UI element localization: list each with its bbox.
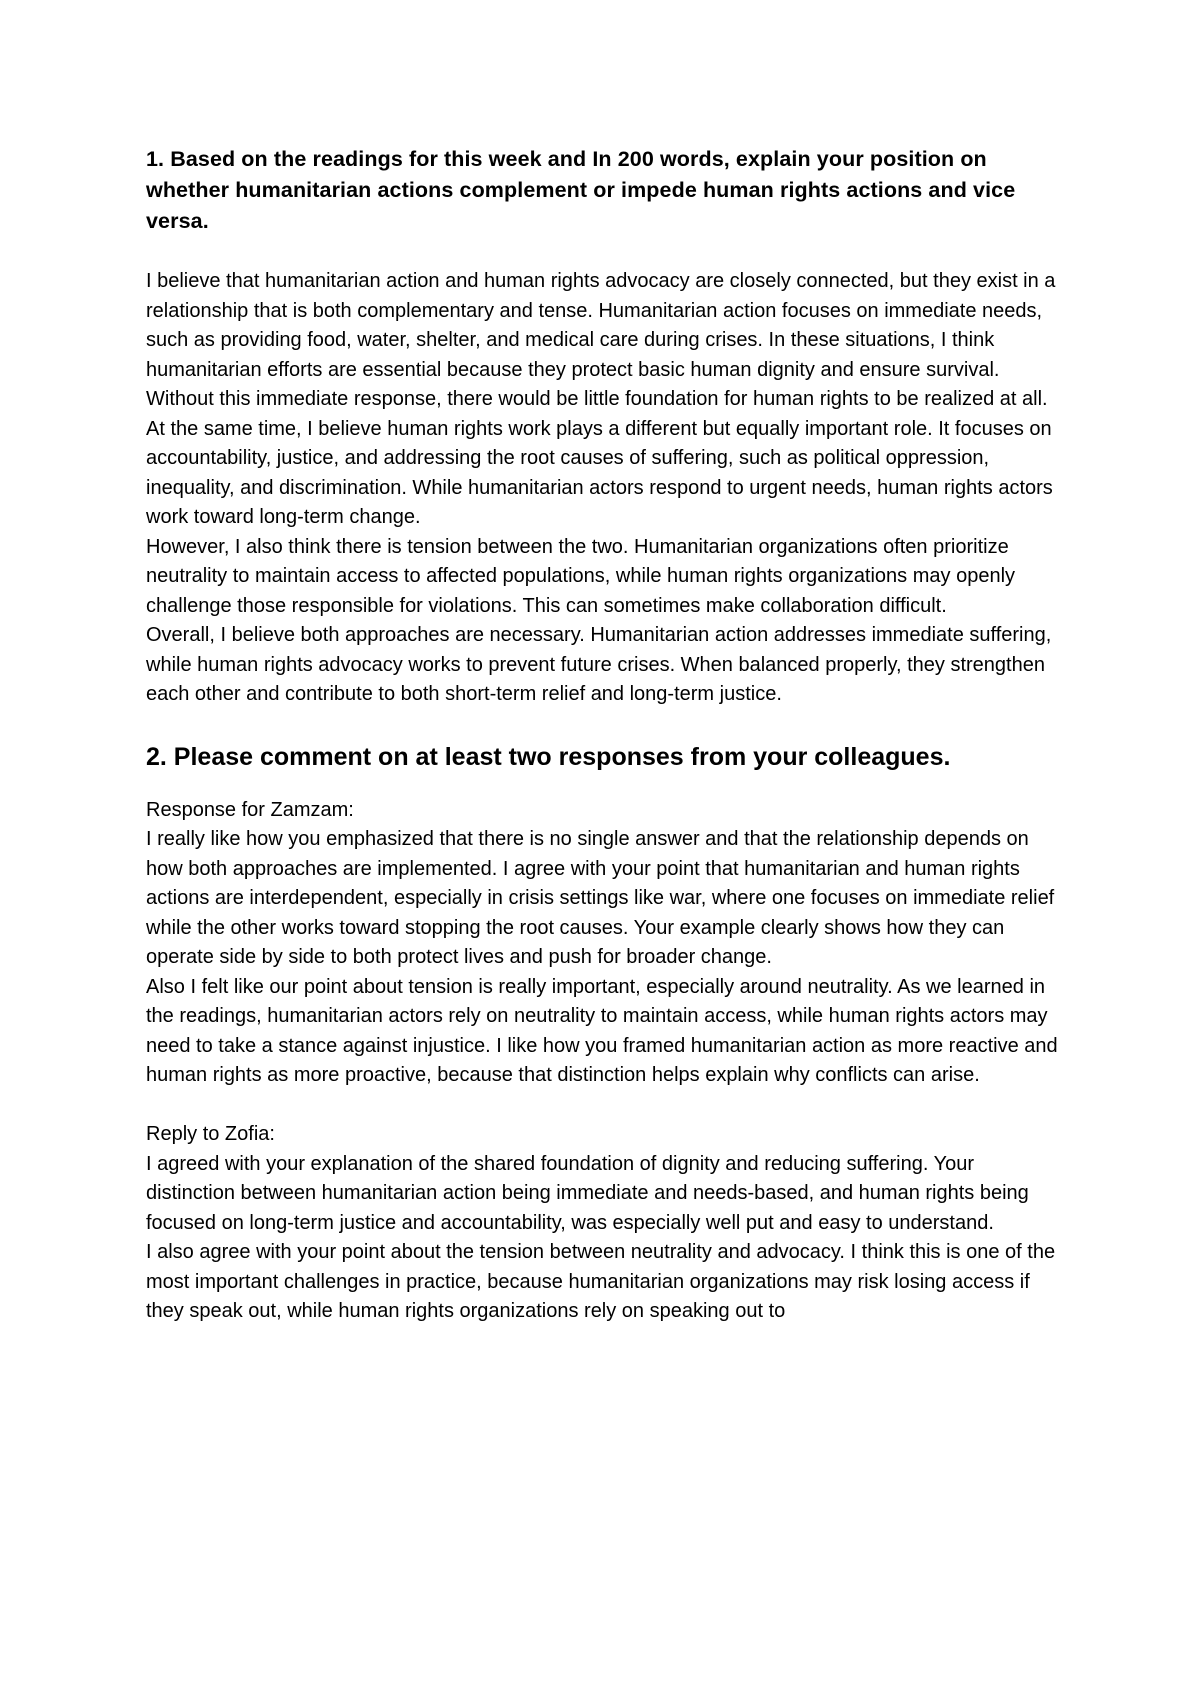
- answer-paragraph: At the same time, I believe human rights work plays a different but equally important role. It focuses on accountability, justice, and addressing the root causes of suffering, such as political oppression, inequality, and discrimination. While humanitarian actors respond to urgent needs, human rights actors work toward long-term change.: [146, 417, 1053, 528]
- response-paragraph: Also I felt like our point about tension is really important, especially around neutrality. As we learned in the readings, humanitarian actors rely on neutrality to maintain access, while human rights actors may need to take a stance against injustice. I like how you framed humanitarian action as more reactive and human rights as more proactive, because that distinction helps explain why conflicts can arise.: [146, 975, 1058, 1086]
- colleague-responses: [146, 796, 1066, 1327]
- response-label: Reply to Zofia:: [146, 1123, 275, 1145]
- response-zamzam: [146, 796, 1066, 1091]
- answer-paragraph: Overall, I believe both approaches are necessary. Humanitarian action addresses immediate suffering, while human rights advocacy works to prevent future crises. When balanced properly, they strengthen each other and contribute to both short-term relief and long-term justice.: [146, 624, 1052, 705]
- response-paragraph: I agreed with your explanation of the shared foundation of dignity and reducing suffering. Your distinction between humanitarian action being immediate and needs-based, and human rights being focused on long-term justice and accountability, was especially well put and easy to understand.: [146, 1152, 1029, 1234]
- response-paragraph: I really like how you emphasized that there is no single answer and that the relationship depends on how both approaches are implemented. I agree with your point that humanitarian and human rights actions are interdependent, especially in crisis settings like war, where one focuses on immediate relief while the other works toward stopping the root causes. Your example clearly shows how they can operate side by side to both protect lives and push for broader change.: [146, 828, 1055, 968]
- document-page: [146, 144, 1066, 1327]
- question-2-heading: 2. Please comment on at least two responses from your colleagues.: [146, 742, 951, 771]
- answer-paragraph: I believe that humanitarian action and human rights advocacy are closely connected, but they exist in a relationship that is both complementary and tense. Humanitarian action focuses on immediate needs, such as providing food, water, shelter, and medical care during crises. In these situations, I think humanitarian efforts are essential because they protect basic human dignity and ensure survival. Without this immediate response, there would be little foundation for human rights to be realized at all.: [146, 270, 1056, 410]
- response-paragraph: I also agree with your point about the tension between neutrality and advocacy. I think this is one of the most important challenges in practice, because humanitarian organizations may risk losing access if they speak out, while human rights organizations rely on speaking out to: [146, 1241, 1056, 1322]
- answer-paragraph: However, I also think there is tension between the two. Humanitarian organizations often prioritize neutrality to maintain access to affected populations, while human rights organizations may openly challenge those responsible for violations. This can sometimes make collaboration difficult.: [146, 535, 1016, 617]
- response-label: Response for Zamzam:: [146, 798, 354, 821]
- response-zofia: [146, 1120, 1066, 1327]
- question-1-heading: 1. Based on the readings for this week and In 200 words, explain your position on whether humanitarian actions complement or impede human rights actions and vice versa.: [146, 147, 1016, 233]
- question-1-answer: [146, 267, 1066, 710]
